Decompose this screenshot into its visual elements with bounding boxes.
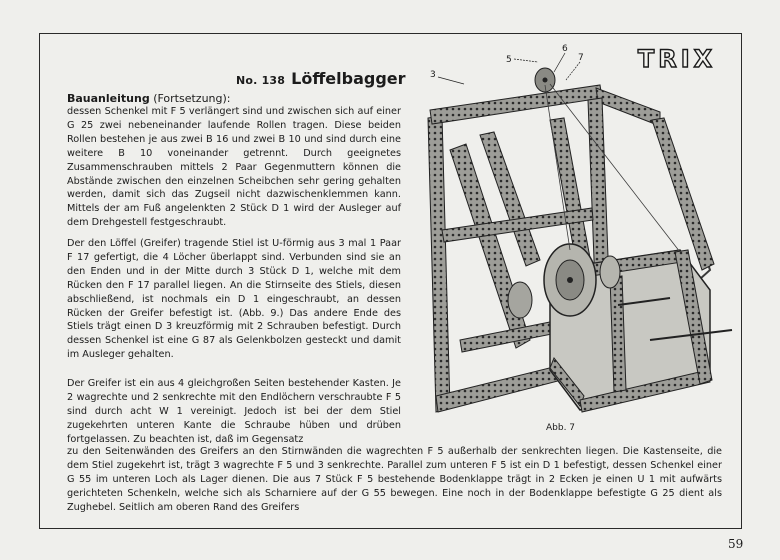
- paragraph-1: dessen Schenkel mit F 5 verlängert sind und zwischen sich auf einer G 25 zwei nebeneinander laufende Rollen tragen. Diese beiden Rollen bestehen je aus zwei B 16 und zwei B 10 und sind durch eine weitere B 10 voneinander getrennt. Durch geeignetes Zusammenschrauben mittels 2 Paar Gegenmuttern können die Abstände zwischen den einzelnen Scheibchen sehr gering gehalten werden, damit sich das Zugseil nicht dazwischenklemmen kann. Mittels der am Fuß angelenkten 2 Stück D 1 wird der Ausleger auf dem Drehgestell festgeschraubt.: [67, 106, 401, 229]
- subheading-label: Bauanleitung: [67, 92, 150, 105]
- figure-caption: Abb. 7: [546, 423, 576, 433]
- paragraph-continued: zu den Seitenwänden des Greifers an den Stirnwänden die wagrechten F 5 außerhalb der senkrechten liegen. Die Kastenseite, die dem Stiel zugekehrt ist, trägt 3 wagrechte F 5 und 3 senkrechte. Parallel zum unteren F 5 ist ein D 1 befestigt, dessen Schenkel einer G 55 im unteren Loch als Lager dienen. Die aus 7 Stück F 5 bestehende Bodenklappe trägt in 2 Ecken je einen U 1 mit aufwärts gerichteten Schenkeln, welche sich als Scharniere auf der G 55 bewegen. Eine noch in der Bodenklappe befestigte G 25 dient als Zughebel. Seitlich am oberen Rand des Greifers: [67, 446, 722, 513]
- callout-7: 7: [578, 53, 584, 63]
- callout-3: 3: [430, 70, 436, 80]
- page-heading: [236, 67, 406, 91]
- callout-6: 6: [562, 44, 568, 54]
- subheading-note: (Fortsetzung):: [153, 92, 231, 105]
- model-title: Löffelbagger: [291, 69, 406, 88]
- excavator-model-illustration: [420, 40, 740, 440]
- callout-5: 5: [506, 55, 512, 65]
- model-number: No. 138: [236, 74, 286, 87]
- section-subheading: [67, 91, 427, 106]
- paragraph-2: Der den Löffel (Greifer) tragende Stiel ist U-förmig aus 3 mal 1 Paar F 17 gefertigt, die 4 Löcher überlappt sind. Verbunden sind sie an den Enden und in der Mitte durch 3 Stück D 1, welche mit dem Rücken den F 17 parallel liegen. An die Stirnseite des Stiels, diesen abschließend, ist nochmals ein D 1 eingeschraubt, an dessen Rücken der Greifer befestigt ist. (Abb. 9.) Das andere Ende des Stiels trägt einen D 3 kreuzförmig mit 2 Schrauben befestigt. Durch dessen Schenkel ist eine G 87 als Gelenkbolzen gesteckt und damit im Ausleger gehalten.: [67, 238, 401, 361]
- paragraph-3: Der Greifer ist ein aus 4 gleichgroßen Seiten bestehender Kasten. Je 2 wagrechte und 2 senkrechte mit den Endlöchern verschraubte F 5 sind durch acht W 1 vereinigt. Jedoch ist bei der dem Stiel zugekehrten unteren Kante die Schraube hüben und drüben fortgelassen. Zu beachten ist, daß im Gegensatz: [67, 378, 401, 445]
- page-number: 59: [728, 537, 744, 551]
- trix-logo: TRIX: [637, 45, 717, 73]
